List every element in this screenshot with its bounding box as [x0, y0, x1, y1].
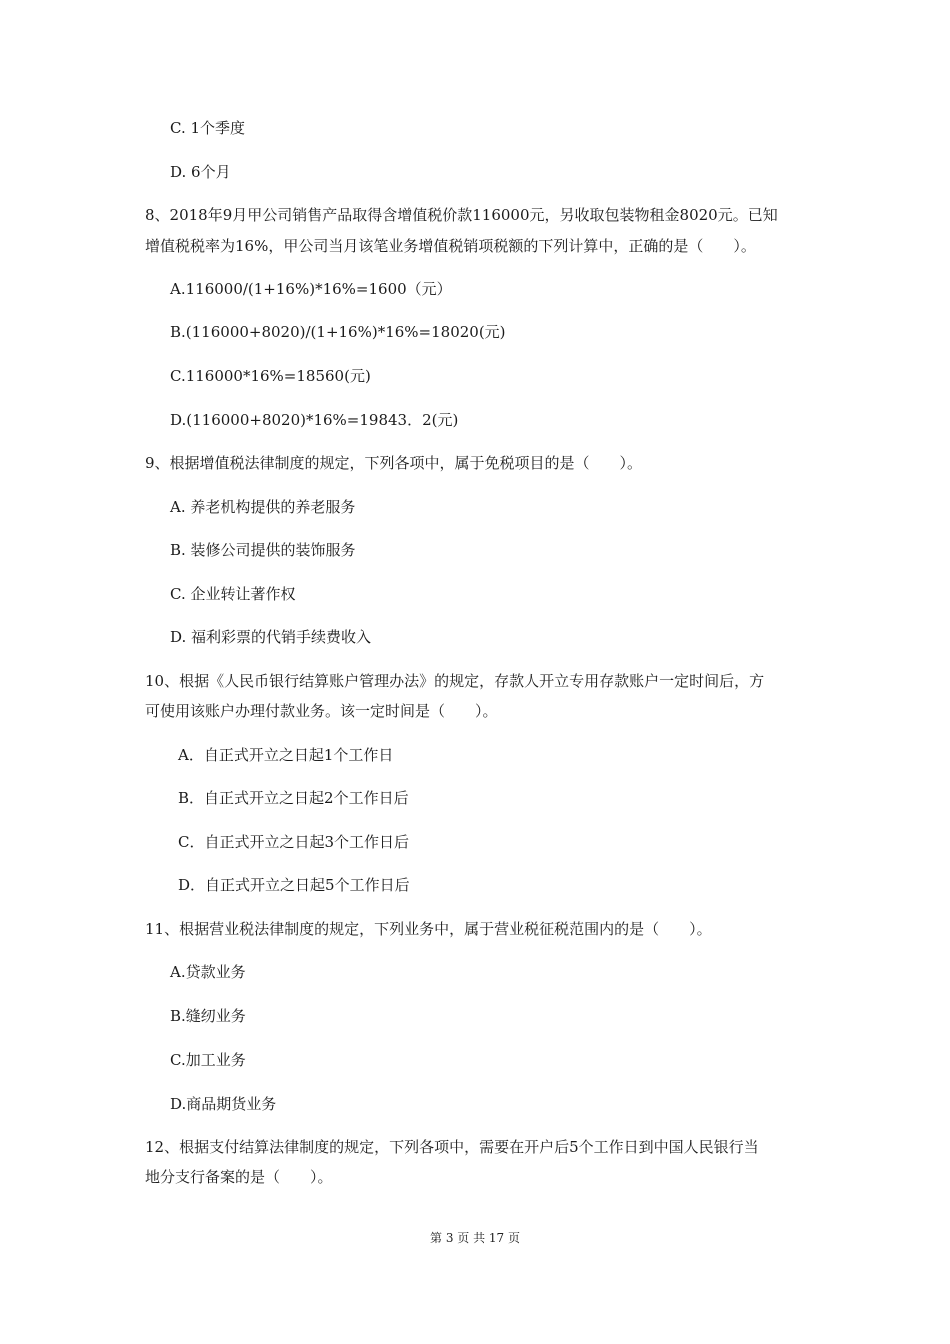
q11-option-c: C.加工业务 [170, 1051, 246, 1069]
page-number-footer: 第 3 页 共 17 页 [430, 1231, 520, 1245]
q8-option-a: A.116000/(1+16%)*16%=1600（元） [170, 280, 452, 298]
q8-option-d: D.(116000+8020)*16%=19843．2(元) [170, 411, 459, 429]
q8-text-line-2: 增值税税率为16%，甲公司当月该笔业务增值税销项税额的下列计算中，正确的是（ ）。 [145, 237, 756, 255]
q9-option-b: B. 装修公司提供的装饰服务 [170, 541, 356, 559]
q10-text-line-2: 可使用该账户办理付款业务。该一定时间是（ ）。 [145, 702, 498, 720]
q8-option-c: C.116000*16%=18560(元) [170, 367, 371, 385]
q11-option-a: A.贷款业务 [170, 963, 246, 981]
q10-text-line-1: 10、根据《人民币银行结算账户管理办法》的规定，存款人开立专用存款账户一定时间后，方 [145, 672, 765, 690]
q11-option-b: B.缝纫业务 [170, 1007, 246, 1025]
q10-option-b: B．自正式开立之日起2个工作日后 [178, 789, 409, 807]
q9-option-a: A. 养老机构提供的养老服务 [170, 498, 356, 516]
q8-text-line-1: 8、2018年9月甲公司销售产品取得含增值税价款116000元，另收取包装物租金8020元。已知 [145, 206, 778, 224]
q12-text-line-1: 12、根据支付结算法律制度的规定，下列各项中，需要在开户后5个工作日到中国人民银行当 [145, 1138, 759, 1156]
q12-text-line-2: 地分支行备案的是（ ）。 [145, 1168, 333, 1186]
q9-text-line-1: 9、根据增值税法律制度的规定，下列各项中，属于免税项目的是（ ）。 [145, 454, 643, 472]
q10-option-d: D．自正式开立之日起5个工作日后 [178, 876, 410, 894]
q8-option-b: B.(116000+8020)/(1+16%)*16%=18020(元) [170, 323, 506, 341]
q7-option-c: C. 1个季度 [170, 119, 246, 137]
q9-option-c: C. 企业转让著作权 [170, 585, 296, 603]
q10-option-a: A．自正式开立之日起1个工作日 [178, 746, 394, 764]
q9-option-d: D. 福利彩票的代销手续费收入 [170, 628, 372, 646]
q7-option-d: D. 6个月 [170, 163, 231, 181]
q11-text-line-1: 11、根据营业税法律制度的规定，下列业务中，属于营业税征税范围内的是（ ）。 [145, 920, 712, 938]
q11-option-d: D.商品期货业务 [170, 1095, 277, 1113]
q10-option-c: C．自正式开立之日起3个工作日后 [178, 833, 410, 851]
